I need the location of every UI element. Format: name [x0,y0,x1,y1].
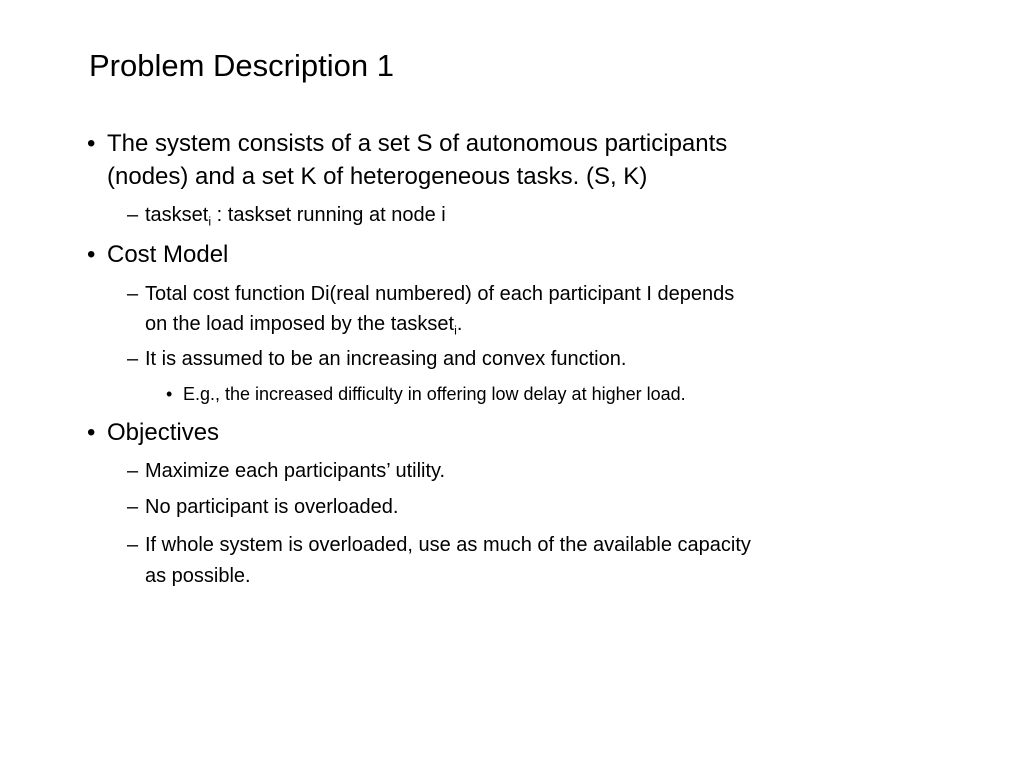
subbullet-text: Maximize each participants’ utility. [145,460,446,482]
dash-marker: – [127,534,139,556]
dash-marker: – [127,348,139,370]
dash-marker: – [127,204,139,226]
bullet-text-line-1: The system consists of a set S of autonomous participants [107,130,728,157]
line-2-suffix: . [456,313,463,335]
dash-marker: – [127,283,139,305]
bullet-dot: • [87,419,96,446]
slide-title: Problem Description 1 [89,48,394,83]
subbullet-text: It is assumed to be an increasing and convex function. [145,348,627,370]
subscript-i: i [208,214,212,229]
bullet-text: Cost Model [107,241,229,268]
taskset-definition: : taskset running at node i [211,204,446,226]
subbullet-text-line-2: as possible. [145,565,251,587]
subbullet-text-line-2 [145,309,462,340]
subbullet-text: No participant is overloaded. [145,496,399,518]
bullet-text-line-2: (nodes) and a set K of heterogeneous tasks. (S, K) [107,163,648,190]
dash-marker: – [127,460,139,482]
subbullet-text-line-1: If whole system is overloaded, use as much of the available capacity [145,534,751,556]
subbullet-text-line-1: Total cost function Di(real numbered) of each participant I depends [145,283,735,305]
taskset-term: taskset [145,204,209,226]
subbullet-text [145,200,446,231]
bullet-dot: • [87,130,96,157]
bullet-text: Objectives [107,419,220,446]
dash-marker: – [127,496,139,518]
bullet-dot: • [87,241,96,268]
line-2-prefix: on the load imposed by the taskset [145,313,455,335]
bullet-dot-small: • [166,384,173,404]
subsubbullet-text: E.g., the increased difficulty in offering low delay at higher load. [183,384,686,404]
subscript-i: i [454,323,457,338]
